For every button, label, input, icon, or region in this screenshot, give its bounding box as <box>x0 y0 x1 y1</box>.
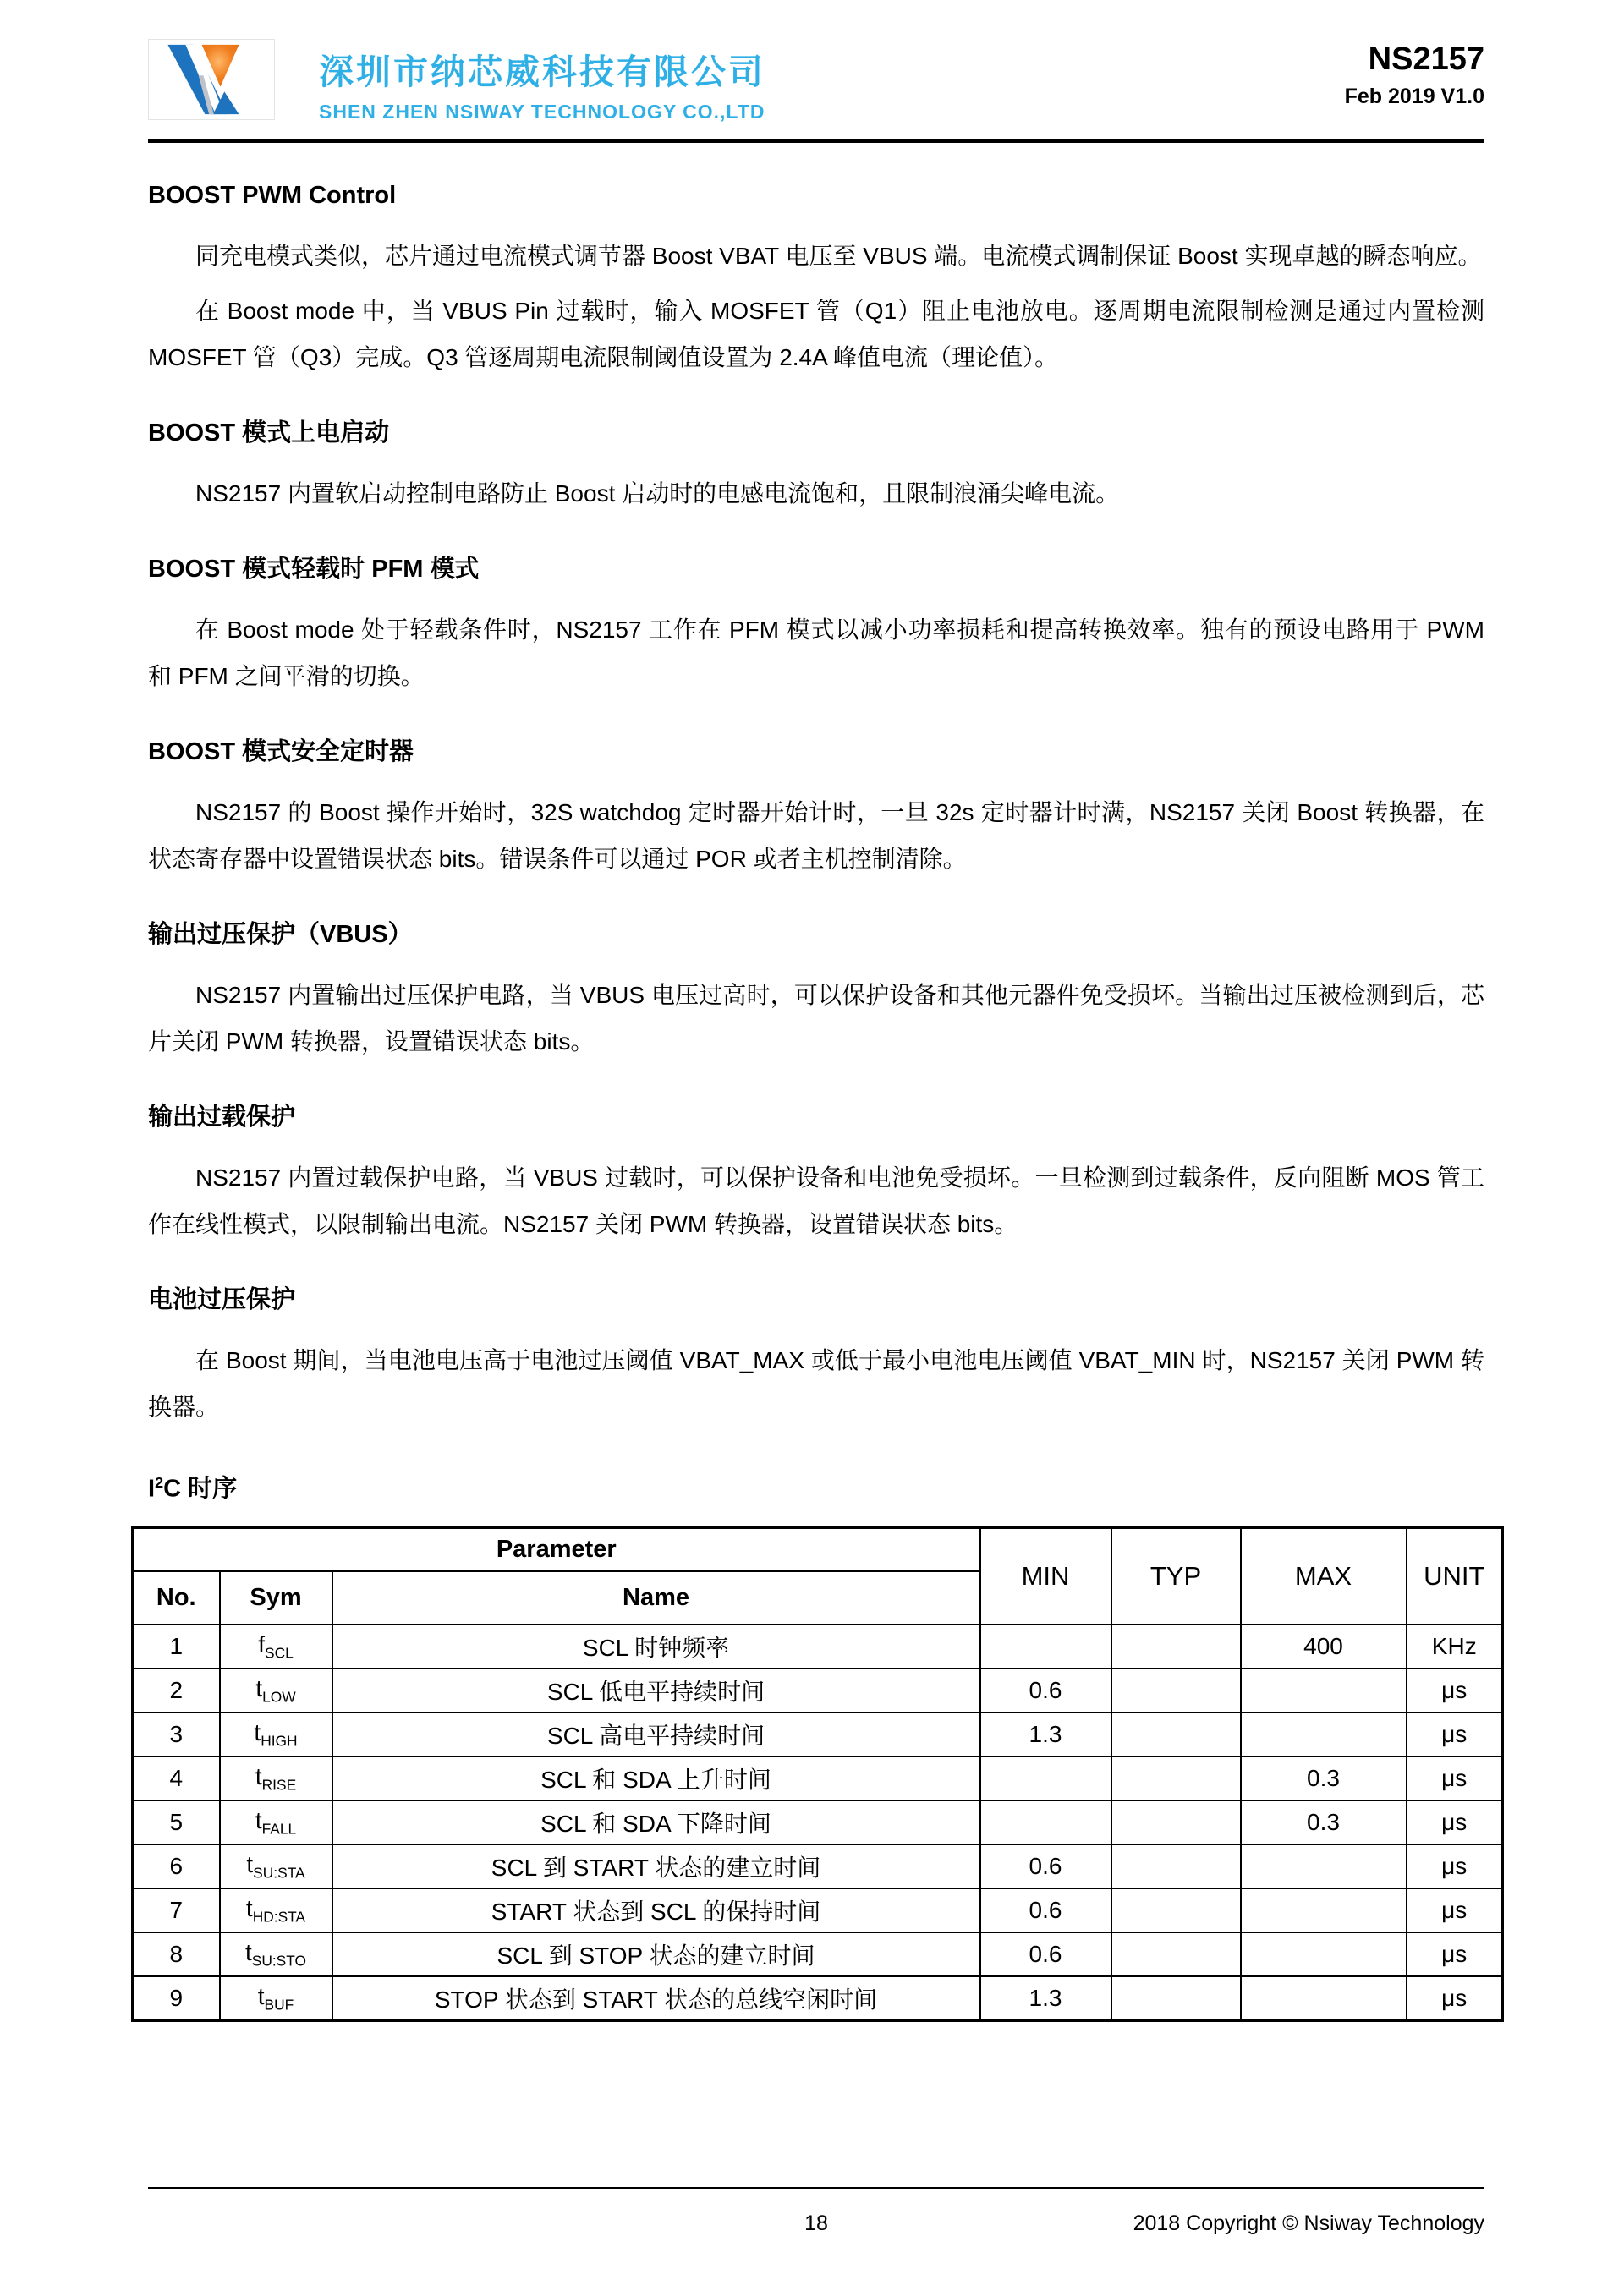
cell-name: SCL 高电平持续时间 <box>332 1712 980 1756</box>
cell-min: 0.6 <box>980 1844 1111 1888</box>
sym-base: t <box>244 1938 252 1965</box>
paragraph: 在 Boost mode 处于轻载条件时，NS2157 工作在 PFM 模式以减小功率损耗和提高转换效率。独有的预设电路用于 PWM 和 PFM 之间平滑的切换。 <box>148 616 1484 689</box>
cell-unit: KHz <box>1407 1625 1503 1669</box>
document-body <box>148 180 1484 2022</box>
sym-sub: LOW <box>262 1688 296 1706</box>
cell-no: 1 <box>133 1625 220 1669</box>
cell-typ <box>1111 1625 1241 1669</box>
cell-min <box>980 1625 1111 1669</box>
cell-unit: μs <box>1407 1932 1503 1976</box>
cell-no: 2 <box>133 1669 220 1712</box>
cell-name: STOP 状态到 START 状态的总线空闲时间 <box>332 1976 980 2020</box>
cell-no: 7 <box>133 1888 220 1932</box>
cell-sym <box>220 1800 332 1844</box>
cell-min <box>980 1800 1111 1844</box>
cell-sym <box>220 1844 332 1888</box>
cell-max: 400 <box>1241 1625 1407 1669</box>
cell-typ <box>1111 1800 1241 1844</box>
sym-sub: SU:STA <box>253 1864 305 1882</box>
cell-unit: μs <box>1407 1800 1503 1844</box>
sym-sub: FALL <box>261 1820 297 1838</box>
cell-no: 4 <box>133 1756 220 1800</box>
section-heading-boost-safety-timer: BOOST 模式安全定时器 <box>148 738 414 765</box>
sym-base: f <box>258 1630 265 1658</box>
cell-name: SCL 低电平持续时间 <box>332 1669 980 1712</box>
header-divider <box>148 139 1484 143</box>
cell-no: 3 <box>133 1712 220 1756</box>
company-logo <box>148 39 275 120</box>
table-row <box>133 1888 1503 1932</box>
footer-row <box>148 2211 1484 2238</box>
cell-sym <box>220 1932 332 1976</box>
sym-base: t <box>255 1806 262 1833</box>
sym-sub: SU:STO <box>251 1952 307 1970</box>
cell-unit: μs <box>1407 1712 1503 1756</box>
cell-sym <box>220 1712 332 1756</box>
cell-name: SCL 时钟频率 <box>332 1625 980 1669</box>
col-header-no: No. <box>133 1571 220 1625</box>
product-number: NS2157 <box>1368 41 1484 77</box>
paragraph: NS2157 内置过载保护电路，当 VBUS 过载时，可以保护设备和电池免受损坏。一旦检测到过载条件，反向阻断 MOS 管工作在线性模式，以限制输出电流。NS2157 关闭 PWM 转换器，设置错误状态 bits。 <box>148 1164 1484 1237</box>
cell-unit: μs <box>1407 1976 1503 2020</box>
col-header-typ: TYP <box>1111 1527 1241 1625</box>
cell-no: 8 <box>133 1932 220 1976</box>
cell-max <box>1241 1669 1407 1712</box>
cell-unit: μs <box>1407 1756 1503 1800</box>
cell-typ <box>1111 1756 1241 1800</box>
cell-min <box>980 1756 1111 1800</box>
cell-max <box>1241 1932 1407 1976</box>
section-heading-output-overload: 输出过载保护 <box>148 1104 296 1131</box>
cell-name: SCL 到 START 状态的建立时间 <box>332 1844 980 1888</box>
section-heading-output-ovp-vbus: 输出过压保护（VBUS） <box>148 921 413 948</box>
cell-min: 1.3 <box>980 1976 1111 2020</box>
cell-typ <box>1111 1888 1241 1932</box>
col-header-name: Name <box>332 1571 980 1625</box>
document-id-block <box>1345 39 1484 110</box>
nsiway-logo-icon <box>156 43 267 116</box>
cell-min: 1.3 <box>980 1712 1111 1756</box>
sym-base: t <box>254 1718 261 1745</box>
col-header-sym: Sym <box>220 1571 332 1625</box>
cell-sym <box>220 1625 332 1669</box>
cell-sym <box>220 1756 332 1800</box>
cell-no: 6 <box>133 1844 220 1888</box>
col-header-parameter: Parameter <box>133 1527 980 1571</box>
cell-sym <box>220 1669 332 1712</box>
paragraph: NS2157 内置软启动控制电路防止 Boost 启动时的电感电流饱和，且限制浪涌尖峰电流。 <box>195 480 1120 507</box>
table-row <box>133 1844 1503 1888</box>
company-name-en: SHEN ZHEN NSIWAY TECHNOLOGY CO.,LTD <box>319 101 765 123</box>
i2c-heading-sup: 2 <box>155 1474 164 1491</box>
table-row <box>133 1932 1503 1976</box>
table-row <box>133 1756 1503 1800</box>
cell-max <box>1241 1888 1407 1932</box>
cell-name: SCL 和 SDA 下降时间 <box>332 1800 980 1844</box>
section-heading-boost-pfm: BOOST 模式轻载时 PFM 模式 <box>148 556 480 583</box>
sym-sub: BUF <box>264 1996 294 2014</box>
sym-sub: RISE <box>261 1776 297 1794</box>
cell-name: SCL 和 SDA 上升时间 <box>332 1756 980 1800</box>
i2c-heading-pre: I <box>148 1475 156 1503</box>
col-header-unit: UNIT <box>1407 1527 1503 1625</box>
sym-base: t <box>245 1894 253 1921</box>
footer-divider <box>148 2187 1484 2189</box>
section-heading-battery-ovp: 电池过压保护 <box>148 1286 296 1313</box>
sym-base: t <box>257 1982 265 2009</box>
cell-typ <box>1111 1669 1241 1712</box>
cell-typ <box>1111 1712 1241 1756</box>
company-name-cn: 深圳市纳芯威科技有限公司 <box>319 52 765 91</box>
cell-max <box>1241 1844 1407 1888</box>
cell-unit: μs <box>1407 1888 1503 1932</box>
sym-sub: HD:STA <box>252 1908 306 1926</box>
company-name-block <box>319 39 765 123</box>
page-footer <box>148 2187 1484 2238</box>
table-row <box>133 1712 1503 1756</box>
table-row <box>133 1669 1503 1712</box>
sym-base: t <box>255 1674 263 1701</box>
cell-min: 0.6 <box>980 1888 1111 1932</box>
document-version: Feb 2019 V1.0 <box>1344 85 1484 108</box>
cell-typ <box>1111 1932 1241 1976</box>
cell-max <box>1241 1712 1407 1756</box>
cell-sym <box>220 1888 332 1932</box>
table-row <box>133 1625 1503 1669</box>
paragraph: 在 Boost mode 中，当 VBUS Pin 过载时，输入 MOSFET 管（Q1）阻止电池放电。逐周期电流限制检测是通过内置检测 MOSFET 管（Q3）完成。Q3 管逐周期电流限制阈值设置为 2.4A 峰值电流（理论值）。 <box>148 298 1484 370</box>
paragraph: NS2157 的 Boost 操作开始时，32S watchdog 定时器开始计时，一旦 32s 定时器计时满，NS2157 关闭 Boost 转换器，在状态寄存器中设置错误状态 bits。错误条件可以通过 POR 或者主机控制清除。 <box>148 799 1484 872</box>
page-number: 18 <box>804 2211 828 2235</box>
cell-max: 0.3 <box>1241 1756 1407 1800</box>
page-header <box>148 39 1484 123</box>
cell-name: START 状态到 SCL 的保持时间 <box>332 1888 980 1932</box>
cell-typ <box>1111 1976 1241 2020</box>
cell-unit: μs <box>1407 1669 1503 1712</box>
cell-name: SCL 到 STOP 状态的建立时间 <box>332 1932 980 1976</box>
i2c-heading-post: C 时序 <box>163 1475 238 1503</box>
paragraph: 同充电模式类似，芯片通过电流模式调节器 Boost VBAT 电压至 VBUS 端。电流模式调制保证 Boost 实现卓越的瞬态响应。 <box>195 243 1482 269</box>
copyright-text: 2018 Copyright © Nsiway Technology <box>1133 2211 1484 2235</box>
section-heading-boost-power-up: BOOST 模式上电启动 <box>148 419 390 447</box>
cell-min: 0.6 <box>980 1932 1111 1976</box>
section-heading-i2c-timing <box>148 1467 1484 1504</box>
cell-max: 0.3 <box>1241 1800 1407 1844</box>
col-header-max: MAX <box>1241 1527 1407 1625</box>
section-heading-boost-pwm-control: BOOST PWM Control <box>148 182 397 209</box>
cell-typ <box>1111 1844 1241 1888</box>
table-row <box>133 1976 1503 2020</box>
sym-sub: HIGH <box>261 1732 298 1750</box>
col-header-min: MIN <box>980 1527 1111 1625</box>
table-row <box>133 1800 1503 1844</box>
paragraph: 在 Boost 期间，当电池电压高于电池过压阈值 VBAT_MAX 或低于最小电池电压阈值 VBAT_MIN 时，NS2157 关闭 PWM 转换器。 <box>148 1347 1484 1420</box>
sym-base: t <box>255 1762 262 1789</box>
sym-base: t <box>246 1850 254 1877</box>
cell-max <box>1241 1976 1407 2020</box>
paragraph: NS2157 内置输出过压保护电路，当 VBUS 电压过高时，可以保护设备和其他元器件免受损坏。当输出过压被检测到后，芯片关闭 PWM 转换器，设置错误状态 bits。 <box>148 982 1484 1055</box>
cell-min: 0.6 <box>980 1669 1111 1712</box>
sym-sub: SCL <box>265 1644 294 1662</box>
cell-sym <box>220 1976 332 2020</box>
cell-no: 9 <box>133 1976 220 2020</box>
cell-no: 5 <box>133 1800 220 1844</box>
cell-unit: μs <box>1407 1844 1503 1888</box>
i2c-timing-table <box>131 1526 1504 2022</box>
